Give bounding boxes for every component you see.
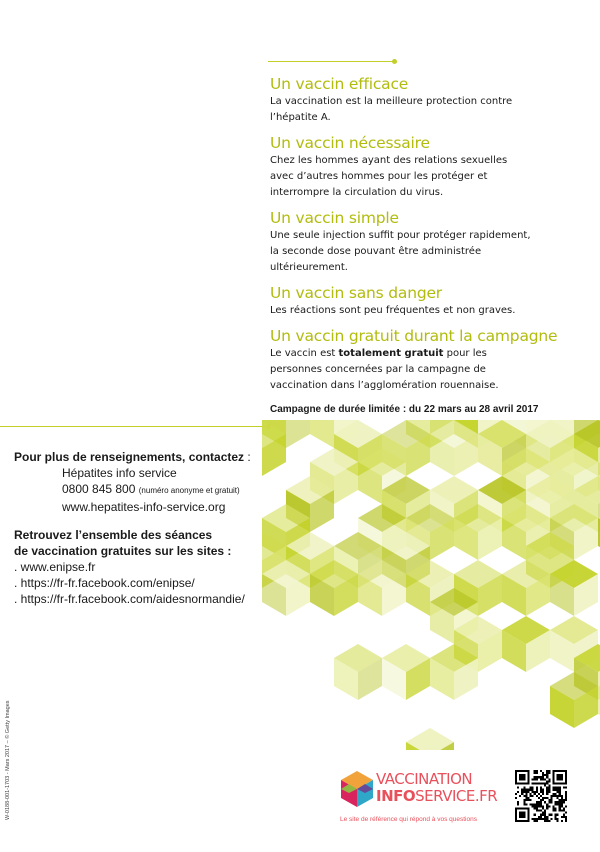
qr-module: [555, 803, 557, 805]
qr-module: [525, 803, 527, 805]
qr-module: [540, 778, 542, 780]
qr-module: [542, 778, 544, 780]
qr-module: [555, 814, 557, 816]
qr-module: [530, 795, 532, 797]
qr-module: [563, 801, 565, 803]
qr-module: [540, 787, 542, 789]
qr-module: [546, 807, 548, 809]
qr-module: [565, 787, 567, 789]
qr-module: [555, 816, 557, 818]
qr-module: [563, 810, 565, 812]
qr-module: [544, 782, 546, 784]
qr-module: [536, 787, 538, 789]
qr-module: [565, 816, 567, 818]
qr-module: [536, 820, 538, 822]
qr-module: [561, 797, 563, 799]
campaign-dates: Campagne de durée limitée : du 22 mars au 28 avril 2017: [270, 404, 539, 415]
qr-module: [536, 818, 538, 820]
point-title: Un vaccin simple: [270, 209, 399, 227]
qr-module: [557, 803, 559, 805]
qr-module: [552, 805, 554, 807]
point-title: Un vaccin gratuit durant la campagne: [270, 327, 558, 345]
qr-module: [542, 812, 544, 814]
qr-module: [557, 774, 563, 780]
qr-module: [521, 791, 523, 793]
logo-tagline: Le site de référence qui répond à vos questions: [340, 816, 477, 823]
point-text: Les réactions sont peu fréquentes et non graves.: [270, 305, 516, 316]
qr-module: [552, 789, 554, 791]
point-necessaire: [270, 133, 590, 201]
qr-module: [519, 774, 525, 780]
qr-module: [542, 818, 544, 820]
qr-module: [521, 789, 523, 791]
qr-module: [525, 797, 527, 799]
qr-module: [546, 774, 548, 776]
qr-module: [546, 803, 548, 805]
sites-heading-1: Retrouvez l’ensemble des séances: [14, 528, 213, 542]
qr-module: [561, 803, 563, 805]
qr-module: [532, 778, 534, 780]
point-title: Un vaccin nécessaire: [270, 134, 430, 152]
qr-module: [555, 795, 557, 797]
site-link[interactable]: . www.enipse.fr: [14, 560, 96, 574]
qr-module: [519, 795, 521, 797]
qr-code-icon[interactable]: [515, 770, 567, 822]
qr-module: [542, 789, 544, 791]
point-efficace: [270, 74, 590, 126]
qr-module: [546, 770, 548, 772]
qr-module: [527, 789, 529, 791]
qr-module: [544, 814, 546, 816]
qr-module: [515, 793, 517, 795]
qr-module: [559, 799, 561, 801]
qr-module: [523, 789, 525, 791]
qr-module: [563, 807, 565, 809]
qr-module: [563, 816, 565, 818]
qr-module: [538, 818, 540, 820]
hex-facet: [286, 420, 310, 448]
qr-module: [559, 793, 561, 795]
qr-module: [565, 795, 567, 797]
qr-module: [559, 807, 561, 809]
qr-module: [550, 795, 552, 797]
qr-module: [536, 795, 538, 797]
qr-module: [542, 791, 544, 793]
qr-module: [546, 791, 548, 793]
qr-module: [546, 789, 548, 791]
qr-module: [546, 776, 548, 778]
qr-module: [538, 797, 540, 799]
qr-module: [544, 812, 546, 814]
qr-module: [542, 807, 544, 809]
qr-module: [561, 820, 563, 822]
qr-module: [540, 803, 542, 805]
qr-module: [548, 801, 550, 803]
contact-service: Hépatites info service: [62, 466, 177, 480]
qr-module: [557, 789, 559, 791]
qr-module: [557, 795, 559, 797]
qr-module: [555, 818, 557, 820]
qr-module: [540, 789, 542, 791]
top-rule-dot: [392, 59, 397, 64]
qr-module: [517, 803, 519, 805]
qr-module: [536, 791, 538, 793]
qr-module: [548, 785, 550, 787]
qr-module: [548, 799, 550, 801]
qr-module: [542, 793, 544, 795]
qr-module: [538, 793, 540, 795]
qr-module: [548, 814, 550, 816]
qr-module: [523, 801, 525, 803]
qr-module: [530, 793, 532, 795]
qr-module: [517, 801, 519, 803]
contact-url[interactable]: www.hepatites-info-service.org: [62, 500, 226, 514]
site-link[interactable]: . https://fr-fr.facebook.com/aidesnormandie/: [14, 592, 245, 606]
qr-module: [542, 772, 544, 774]
qr-module: [536, 770, 538, 772]
qr-module: [542, 776, 544, 778]
qr-module: [534, 793, 536, 795]
qr-module: [542, 782, 544, 784]
qr-module: [534, 791, 536, 793]
point-gratuit: [270, 326, 590, 394]
site-link[interactable]: . https://fr-fr.facebook.com/enipse/: [14, 576, 195, 590]
qr-module: [544, 816, 546, 818]
qr-module: [538, 816, 540, 818]
qr-module: [538, 801, 540, 803]
qr-module: [532, 803, 534, 805]
qr-module: [548, 805, 550, 807]
qr-module: [557, 801, 559, 803]
qr-module: [542, 805, 544, 807]
point-simple: [270, 208, 590, 276]
qr-module: [544, 774, 546, 776]
qr-module: [536, 772, 538, 774]
qr-module: [552, 810, 554, 812]
qr-module: [532, 795, 534, 797]
qr-module: [536, 776, 538, 778]
qr-module: [544, 797, 546, 799]
qr-module: [561, 805, 563, 807]
point-text: La vaccination est la meilleure protection contre l’hépatite A.: [270, 96, 513, 123]
qr-module: [540, 805, 542, 807]
qr-module: [540, 801, 542, 803]
qr-module: [536, 789, 538, 791]
contact-phone-line: [14, 481, 269, 499]
qr-module: [557, 797, 559, 799]
qr-module: [559, 805, 561, 807]
qr-module: [555, 810, 557, 812]
key-points: [270, 74, 590, 401]
qr-module: [540, 810, 542, 812]
qr-module: [523, 803, 525, 805]
qr-module: [559, 789, 561, 791]
qr-module: [565, 793, 567, 795]
qr-module: [534, 805, 536, 807]
qr-module: [534, 772, 536, 774]
top-rule: [268, 61, 394, 62]
qr-module: [517, 791, 519, 793]
qr-module: [532, 782, 534, 784]
qr-module: [542, 797, 544, 799]
qr-module: [559, 810, 561, 812]
qr-module: [565, 797, 567, 799]
bottom-rule: [0, 426, 268, 427]
qr-module: [538, 803, 540, 805]
qr-module: [550, 801, 552, 803]
qr-module: [565, 818, 567, 820]
qr-module: [534, 803, 536, 805]
qr-module: [534, 778, 536, 780]
qr-module: [563, 814, 565, 816]
sites-block: [14, 527, 274, 607]
qr-module: [559, 795, 561, 797]
qr-module: [552, 793, 554, 795]
point-text: Une seule injection suffit pour protéger rapidement, la seconde dose pouvant être administrée ultérieurement.: [270, 230, 531, 273]
logo-line-2: INFOSERVICE.FR: [376, 787, 498, 805]
point-title: Un vaccin sans danger: [270, 284, 442, 302]
qr-module: [538, 810, 540, 812]
qr-module: [544, 801, 546, 803]
qr-module: [540, 814, 542, 816]
qr-module: [532, 805, 534, 807]
qr-module: [538, 805, 540, 807]
qr-module: [546, 787, 548, 789]
qr-module: [555, 789, 557, 791]
qr-module: [559, 801, 561, 803]
qr-module: [544, 810, 546, 812]
qr-module: [552, 807, 554, 809]
qr-module: [536, 778, 538, 780]
qr-module: [540, 782, 542, 784]
qr-module: [536, 782, 538, 784]
contact-heading: Pour plus de renseignements, contactez: [14, 450, 245, 464]
qr-module: [565, 812, 567, 814]
qr-module: [559, 803, 561, 805]
qr-module: [534, 807, 536, 809]
point-text: Chez les hommes ayant des relations sexuelles avec d’autres hommes pour les protéger et interrompre la circulation du virus.: [270, 155, 508, 198]
cube-logo-icon: [340, 770, 374, 808]
qr-module: [548, 778, 550, 780]
qr-module: [534, 818, 536, 820]
free-emphasis: totalement gratuit: [338, 348, 444, 359]
qr-module: [525, 793, 527, 795]
qr-module: [542, 814, 544, 816]
qr-module: [559, 787, 561, 789]
qr-module: [544, 818, 546, 820]
qr-module: [536, 807, 538, 809]
qr-module: [546, 793, 548, 795]
qr-module: [548, 780, 550, 782]
print-credit: W-0188-001-1703 - Mars 2017 – © Getty Images: [5, 700, 11, 820]
qr-module: [548, 787, 550, 789]
point-title: Un vaccin efficace: [270, 75, 409, 93]
qr-module: [546, 797, 548, 799]
qr-module: [530, 787, 532, 789]
qr-module: [525, 795, 527, 797]
qr-module: [565, 805, 567, 807]
qr-module: [532, 791, 534, 793]
qr-module: [550, 799, 552, 801]
qr-module: [523, 795, 525, 797]
qr-module: [540, 791, 542, 793]
qr-module: [561, 799, 563, 801]
qr-module: [557, 787, 559, 789]
qr-module: [546, 818, 548, 820]
qr-module: [540, 799, 542, 801]
qr-module: [548, 770, 550, 772]
qr-module: [544, 820, 546, 822]
qr-module: [534, 814, 536, 816]
qr-module: [561, 795, 563, 797]
qr-module: [546, 820, 548, 822]
qr-module: [546, 805, 548, 807]
qr-module: [540, 818, 542, 820]
qr-module: [521, 793, 523, 795]
qr-module: [542, 799, 544, 801]
qr-module: [527, 797, 529, 799]
qr-module: [555, 793, 557, 795]
qr-module: [527, 791, 529, 793]
qr-module: [552, 787, 554, 789]
qr-module: [565, 799, 567, 801]
qr-module: [559, 791, 561, 793]
qr-module: [544, 785, 546, 787]
qr-module: [542, 774, 544, 776]
qr-module: [525, 791, 527, 793]
qr-module: [523, 787, 525, 789]
qr-module: [540, 816, 542, 818]
qr-module: [532, 789, 534, 791]
qr-module: [561, 801, 563, 803]
qr-module: [557, 818, 559, 820]
qr-module: [517, 787, 519, 789]
qr-module: [548, 791, 550, 793]
qr-module: [548, 820, 550, 822]
qr-module: [523, 799, 525, 801]
qr-module: [530, 803, 532, 805]
qr-module: [546, 782, 548, 784]
qr-module: [555, 787, 557, 789]
hexagon-pattern-background: [262, 420, 600, 750]
logo-line-1: VACCINATION: [376, 770, 473, 788]
qr-module: [555, 801, 557, 803]
qr-module: [540, 795, 542, 797]
qr-module: [525, 799, 527, 801]
qr-module: [534, 770, 536, 772]
qr-module: [546, 780, 548, 782]
qr-module: [546, 816, 548, 818]
qr-module: [565, 791, 567, 793]
hex-facet: [310, 420, 334, 448]
qr-module: [527, 799, 529, 801]
qr-module: [557, 814, 559, 816]
qr-module: [534, 782, 536, 784]
qr-module: [536, 801, 538, 803]
qr-module: [548, 772, 550, 774]
qr-module: [538, 776, 540, 778]
contact-phone[interactable]: 0800 845 800: [62, 482, 136, 496]
contact-block: Pour plus de renseignements, contactez : Hépatites info service 0800 845 800 (numéro anonyme et gratuit) www.hepatites-info-service.org: [14, 449, 269, 515]
qr-module: [532, 818, 534, 820]
qr-module: [565, 820, 567, 822]
qr-module: [546, 772, 548, 774]
qr-module: [544, 778, 546, 780]
qr-module: [536, 805, 538, 807]
point-text: Le vaccin est totalement gratuit pour les personnes concernées par la campagne de vaccination dans l’agglomération rouennaise.: [270, 348, 499, 391]
qr-module: [536, 810, 538, 812]
qr-module: [519, 812, 525, 818]
sites-heading-2: de vaccination gratuites sur les sites :: [14, 544, 232, 558]
qr-module: [550, 797, 552, 799]
qr-module: [536, 803, 538, 805]
qr-module: [548, 789, 550, 791]
qr-module: [557, 791, 559, 793]
qr-module: [523, 791, 525, 793]
qr-module: [557, 820, 559, 822]
qr-module: [525, 789, 527, 791]
qr-module: [561, 810, 563, 812]
qr-module: [530, 799, 532, 801]
qr-module: [563, 799, 565, 801]
qr-module: [530, 789, 532, 791]
qr-module: [561, 816, 563, 818]
qr-module: [532, 787, 534, 789]
qr-module: [555, 807, 557, 809]
qr-module: [534, 776, 536, 778]
qr-module: [534, 820, 536, 822]
qr-module: [563, 787, 565, 789]
qr-module: [550, 814, 552, 816]
qr-module: [540, 770, 542, 772]
qr-module: [538, 782, 540, 784]
qr-module: [515, 797, 517, 799]
contact-phone-note: (numéro anonyme et gratuit): [138, 486, 240, 495]
qr-module: [540, 776, 542, 778]
point-sans-danger: [270, 283, 590, 319]
qr-module: [550, 818, 552, 820]
qr-module: [552, 795, 554, 797]
